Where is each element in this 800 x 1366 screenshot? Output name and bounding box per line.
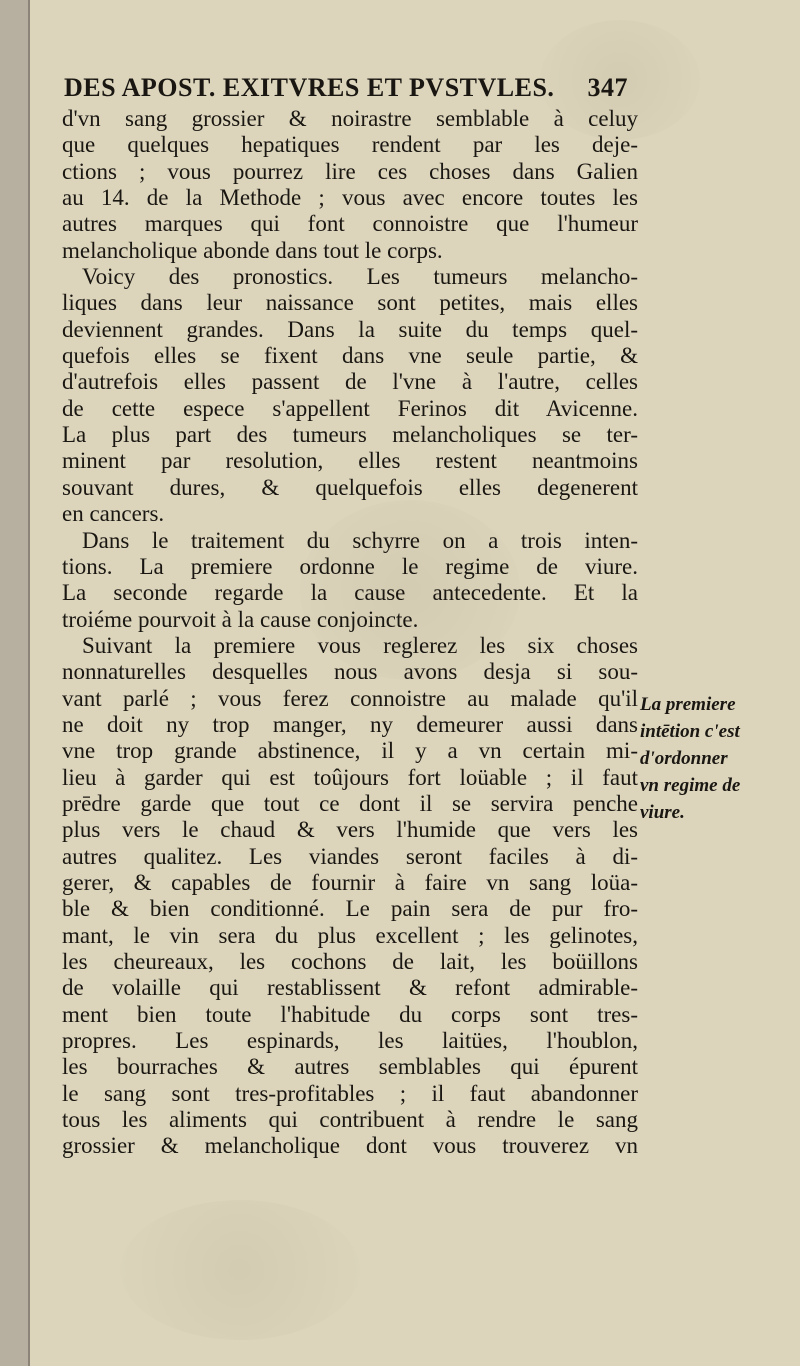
text-line: ne doit ny trop manger, ny demeurer aussi dans [62, 711, 638, 737]
text-line: souvant dures, & quelquefois elles degenerent [62, 474, 638, 500]
text-line: ment bien toute l'habitude du corps sont tres- [62, 1001, 638, 1027]
text-line: propres. Les espinards, les laitües, l'houblon, [62, 1028, 638, 1054]
text-line: melancholique abonde dans tout le corps. [62, 237, 443, 263]
text-line: vant parlé ; vous ferez connoistre au malade qu'il [62, 685, 638, 711]
text-line: troiéme pourvoit à la cause conjoincte. [62, 606, 419, 632]
text-line: Dans le traitement du schyrre on a trois inten- [82, 527, 638, 553]
text-line: le sang sont tres-profitables ; il faut abandonner [62, 1080, 638, 1106]
margin-note-line: intētion c'est [640, 721, 740, 742]
text-line: mant, le vin sera du plus excellent ; les gelinotes, [62, 922, 638, 948]
margin-note-line: La premiere [640, 694, 736, 715]
text-line: autres qualitez. Les viandes seront faciles à di- [62, 843, 638, 869]
text-line: d'autrefois elles passent de l'vne à l'autre, celles [62, 369, 638, 395]
text-line: que quelques hepatiques rendent par les deje- [62, 132, 638, 158]
running-head-title: DES APOST. EXITVRES ET PVSTVLES. [64, 73, 555, 102]
margin-note-line: vn regime de [640, 775, 741, 796]
text-line: quefois elles se fixent dans vne seule partie, & [62, 343, 638, 369]
text-line: au 14. de la Methode ; vous avec encore toutes les [62, 185, 638, 211]
text-line: tions. La premiere ordonne le regime de viure. [62, 553, 638, 579]
text-line: ctions ; vous pourrez lire ces choses dans Galien [62, 158, 638, 184]
running-head [62, 70, 638, 106]
text-line: d'vn sang grossier & noirastre semblable à celuy [62, 106, 638, 131]
page-binding [0, 0, 30, 1366]
text-line: autres marques qui font connoistre que l'humeur [62, 211, 638, 237]
text-line: grossier & melancholique dont vous trouverez vn [62, 1133, 638, 1159]
page-number: 347 [587, 73, 628, 102]
text-line: de cette espece s'appellent Ferinos dit Avicenne. [62, 395, 638, 421]
text-line: tous les aliments qui contribuent à rendre le sang [62, 1107, 638, 1133]
text-line: gerer, & capables de fournir à faire vn sang loüa- [62, 869, 638, 895]
text-line: ble & bien conditionné. Le pain sera de pur fro- [62, 896, 638, 922]
text-line: La seconde regarde la cause antecedente. Et la [62, 580, 638, 606]
paper-stain [120, 1200, 360, 1340]
text-line: deviennent grandes. Dans la suite du temps quel- [62, 316, 638, 342]
margin-note-line: d'ordonner [640, 748, 728, 769]
text-line: les bourraches & autres semblables qui épurent [62, 1054, 638, 1080]
text-line: liques dans leur naissance sont petites, mais elles [62, 290, 638, 316]
text-line: en cancers. [62, 501, 165, 527]
text-line: prēdre garde que tout ce dont il se servira penche [62, 790, 638, 816]
text-line: La plus part des tumeurs melancholiques se ter- [62, 422, 638, 448]
text-line: lieu à garder qui est toûjours fort loüable ; il faut [62, 764, 638, 790]
text-line: de volaille qui restablissent & refont admirable- [62, 975, 638, 1001]
text-line: nonnaturelles desquelles nous avons desja si sou- [62, 659, 638, 685]
text-line: Suivant la premiere vous reglerez les six choses [82, 632, 638, 658]
text-block [62, 70, 638, 1160]
body-text [62, 106, 638, 1160]
text-line: minent par resolution, elles restent neantmoins [62, 448, 638, 474]
text-line: vne trop grande abstinence, il y a vn certain mi- [62, 738, 638, 764]
text-line: Voicy des pronostics. Les tumeurs melancho- [82, 264, 638, 290]
text-line: plus vers le chaud & vers l'humide que vers les [62, 817, 638, 843]
margin-note [640, 691, 798, 826]
margin-note-line: viure. [640, 802, 685, 823]
text-line: les cheureaux, les cochons de lait, les boüillons [62, 949, 638, 974]
